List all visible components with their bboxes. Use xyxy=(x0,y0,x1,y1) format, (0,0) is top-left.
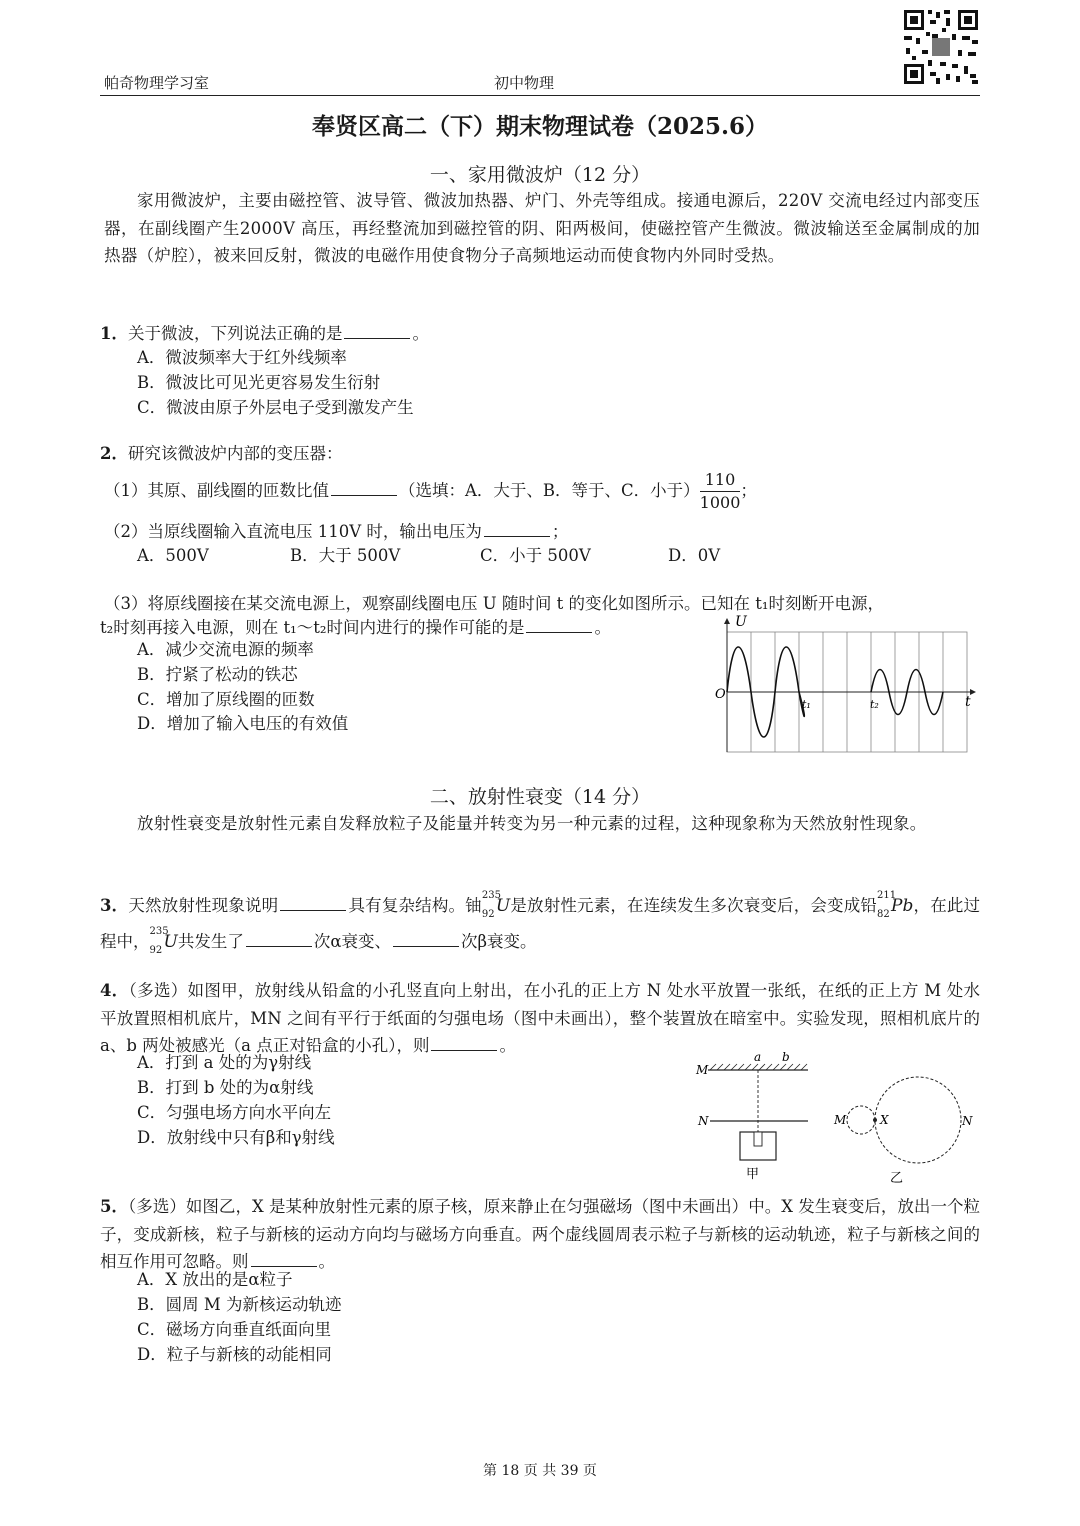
uranium-atomic-number-2: 92 xyxy=(149,945,163,956)
q3-text-g: 次β衰变。 xyxy=(460,932,537,951)
uranium-symbol: U xyxy=(495,896,511,916)
header-rule xyxy=(100,95,980,96)
q2-fraction-numerator: 110 xyxy=(700,469,741,492)
page-number: 第 18 页 共 39 页 xyxy=(483,1463,597,1479)
q1-option-b: B．微波比可见光更容易发生衍射 xyxy=(137,373,381,392)
q5-stem-text: （多选）如图乙，X 是某种放射性元素的原子核，原来静止在匀强磁场（图中未画出）中。X 发生衰变后，放出一个粒子，变成新核，粒子与新核的运动方向均与磁场方向垂直。两个虚线圆周表示粒子与新核的运动轨迹，粒子与新核之间的相互作用可忽略。则 xyxy=(100,1197,980,1271)
qr-code-icon xyxy=(902,8,980,86)
q5-option-c: C．磁场方向垂直纸面向里 xyxy=(137,1320,332,1339)
q3-text-c: 是放射性元素，在连续发生多次衰变后，会变成铅 xyxy=(510,896,878,915)
q2-part2-text: （2）当原线圈输入直流电压 110V 时，输出电压为 xyxy=(104,522,482,541)
q3-text-d: ，在此过程中， xyxy=(100,896,981,951)
q3-text-f: 次α衰变、 xyxy=(313,932,391,951)
section1-heading: 一、家用微波炉（12 分） xyxy=(429,164,651,186)
lead-nuclide xyxy=(877,888,913,924)
page-title: 奉贤区高二（下）期末物理试卷（2025.6） xyxy=(311,113,769,140)
q1-stem xyxy=(100,320,980,348)
q2-stem-text: 研究该微波炉内部的变压器： xyxy=(127,444,343,463)
q2-part1-text: （1）其原、副线圈的匝数比值 xyxy=(104,481,329,500)
q3-stem xyxy=(100,888,980,960)
figure-jia xyxy=(690,1050,820,1185)
q5-number: 5． xyxy=(100,1197,129,1216)
lead-symbol: Pb xyxy=(891,896,914,916)
q4-option-d: D．放射线中只有β和γ射线 xyxy=(137,1128,335,1147)
section1-intro: 家用微波炉，主要由磁控管、波导管、微波加热器、炉门、外壳等组成。接通电源后，220V 交流电经过内部变压器，在副线圈产生2000V 高压，再经整流加到磁控管的阴、阳两极间，使磁控管产生微波。微波输送至金属制成的加热器（炉腔），被来回反射，微波的电磁作用使食物分子高频地运动而使食物内外同时受热。 xyxy=(104,191,980,265)
q2-part2 xyxy=(104,518,984,546)
q3-blank-alpha[interactable] xyxy=(246,930,312,947)
header-left: 帕奇物理学习室 xyxy=(104,74,210,92)
q1-stem-end: 。 xyxy=(412,324,429,343)
q2-part2-option-c: C．小于 500V xyxy=(480,546,591,565)
q1-option-a: A．微波频率大于红外线频率 xyxy=(137,348,347,367)
q2-part3-end: 。 xyxy=(594,618,611,637)
voltage-time-graph xyxy=(705,612,980,757)
q2-fraction-denominator: 1000 xyxy=(699,493,741,512)
q4-stem xyxy=(100,977,980,1060)
fig-jia-label-b: b xyxy=(782,1050,790,1064)
q2-number: 2． xyxy=(100,444,128,463)
lead-mass: 211 xyxy=(877,890,897,901)
q4-option-c: C．匀强电场方向水平向左 xyxy=(137,1103,332,1122)
q1-number: 1． xyxy=(100,324,128,343)
header-center: 初中物理 xyxy=(494,74,555,92)
q2-part3-line1: （3）将原线圈接在某交流电源上，观察副线圈电压 U 随时间 t 的变化如图所示。已知在 t₁时刻断开电源， xyxy=(104,594,885,613)
q3-text-b: 具有复杂结构。铀 xyxy=(348,896,482,915)
graph-label-t2: t₂ xyxy=(870,698,879,711)
q5-option-d: D．粒子与新核的动能相同 xyxy=(137,1345,332,1364)
fig-yi-caption: 乙 xyxy=(890,1171,904,1185)
q4-number: 4． xyxy=(100,981,129,1000)
q2-fraction xyxy=(700,469,741,514)
q2-part2-option-d: D．0V xyxy=(668,546,721,565)
uranium-symbol-2: U xyxy=(163,932,178,952)
q2-part3-option-d: D．增加了输入电压的有效值 xyxy=(137,714,349,733)
q2-part1-end: ； xyxy=(740,481,757,500)
q5-answer-blank[interactable] xyxy=(251,1250,317,1267)
q4-option-b: B．打到 b 处的为α射线 xyxy=(137,1078,314,1097)
q1-answer-blank[interactable] xyxy=(344,322,410,339)
q2-part1-choices: （选填：A．大于、B．等于、C．小于） xyxy=(399,481,700,500)
q2-part3-option-b: B．拧紧了松动的铁芯 xyxy=(137,665,298,684)
q1-stem-text: 关于微波，下列说法正确的是 xyxy=(127,324,343,343)
q4-answer-blank[interactable] xyxy=(431,1034,497,1051)
fig-jia-label-m: M xyxy=(696,1063,709,1077)
uranium-mass-2: 235 xyxy=(149,926,169,937)
q2-part3-blank[interactable] xyxy=(526,616,592,633)
graph-label-t1: t₁ xyxy=(802,698,811,711)
fig-jia-label-a: a xyxy=(754,1050,762,1064)
uranium-atomic-number: 92 xyxy=(481,909,495,920)
q2-part2-option-b: B．大于 500V xyxy=(290,546,401,565)
uranium-nuclide xyxy=(482,888,510,924)
q1-option-c: C．微波由原子外层电子受到激发产生 xyxy=(137,398,414,417)
fig-yi-label-m: M xyxy=(834,1113,847,1127)
graph-label-u: U xyxy=(735,614,747,630)
q4-stem-text: （多选）如图甲，放射线从铅盒的小孔竖直向上射出，在小孔的正上方 N 处水平放置一张纸，在纸的正上方 M 处水平放置照相机底片，MN 之间有平行于纸面的匀强电场（图中未画出），整个装置放在暗室中。实验发现，照相机底片的 a、b 两处被感光（a 点正对铅盒的小孔），则 xyxy=(100,981,981,1055)
graph-label-t: t xyxy=(965,694,971,710)
q5-option-a: A．X 放出的是α粒子 xyxy=(137,1270,293,1289)
q2-part1 xyxy=(104,468,984,514)
q3-text-e: 共发生了 xyxy=(177,932,244,951)
q4-stem-end: 。 xyxy=(499,1036,516,1055)
uranium-mass: 235 xyxy=(481,890,501,901)
fig-jia-label-n: N xyxy=(698,1114,709,1128)
figure-yi xyxy=(830,1070,980,1185)
q2-part2-blank[interactable] xyxy=(484,520,550,537)
q4-option-a: A．打到 a 处的为γ射线 xyxy=(137,1053,312,1072)
q3-blank-1[interactable] xyxy=(280,894,346,911)
fig-yi-label-n: N xyxy=(962,1114,973,1128)
q2-part1-blank[interactable] xyxy=(331,479,397,496)
fig-jia-caption: 甲 xyxy=(746,1167,760,1182)
q5-option-b: B．圆周 M 为新核运动轨迹 xyxy=(137,1295,342,1314)
q2-part2-option-a: A．500V xyxy=(137,546,209,565)
q5-stem-end: 。 xyxy=(318,1252,335,1271)
q3-blank-beta[interactable] xyxy=(393,930,459,947)
lead-atomic-number: 82 xyxy=(877,909,890,920)
q2-stem xyxy=(100,440,980,468)
graph-label-origin: O xyxy=(715,687,726,702)
fig-yi-label-x: X xyxy=(880,1113,889,1127)
section2-intro: 放射性衰变是放射性元素自发释放粒子及能量并转变为另一种元素的过程，这种现象称为天然放射性现象。 xyxy=(137,814,927,833)
q3-text-a: 天然放射性现象说明 xyxy=(128,896,279,915)
q2-part2-end: ； xyxy=(551,522,569,541)
q5-stem xyxy=(100,1193,980,1276)
uranium-nuclide-2 xyxy=(150,924,178,960)
section2-heading: 二、放射性衰变（14 分） xyxy=(429,786,651,808)
q3-number: 3． xyxy=(100,896,129,915)
q2-part3-option-a: A．减少交流电源的频率 xyxy=(137,640,314,659)
q2-part3-option-c: C．增加了原线圈的匝数 xyxy=(137,690,315,709)
q2-part3-text: t₂时刻再接入电源，则在 t₁～t₂时间内进行的操作可能的是 xyxy=(100,618,525,637)
